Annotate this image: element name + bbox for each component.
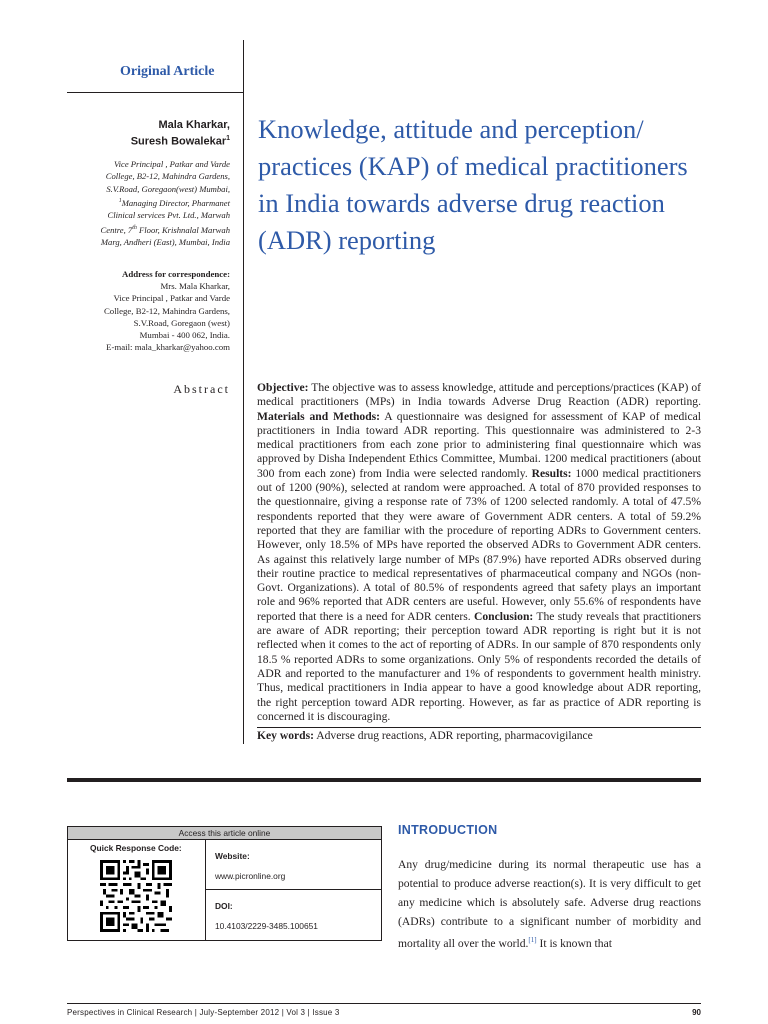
author-1: Mala Kharkar, (158, 119, 230, 131)
doi-value[interactable]: 10.4103/2229-3485.100651 (215, 921, 318, 931)
section-separator (67, 778, 701, 782)
access-online-box (67, 826, 382, 941)
conclusion-label: Conclusion: (473, 609, 534, 623)
keywords-rule (257, 727, 701, 728)
authors (100, 118, 230, 149)
affiliations: Vice Principal , Patkar and Varde College, B2-12, Mahindra Gardens, S.V.Road, Goregaon(west) Mumbai, $^1$Managing Director, Pharmanet Clinical services Pvt. Ltd., Marwah Centre, 7th Floor, Krishnalal Marwah Marg, Andheri (East), Mumbai, India (100, 159, 230, 248)
section-label: Original Article (120, 64, 215, 79)
doi-label: DOI: (215, 901, 233, 911)
header-rule (67, 92, 243, 93)
correspondence-address: Address for correspondence: Mrs. Mala Kharkar, Vice Principal , Patkar and Varde College, B2-12, Mahindra Gardens, S.V.Road, Goregaon (west) Mumbai - 400 062, India. E-mail: mala_kharkar@yahoo.com (60, 268, 230, 353)
correspondence-label: Address for correspondence: (122, 269, 230, 279)
column-divider (243, 40, 244, 744)
website-label: Website: (215, 851, 250, 861)
page-number: 90 (692, 1008, 701, 1017)
abstract-body: Objective: The objective was to assess knowledge, attitude and perceptions/practices (KAP) of medical practitioners (MPs) in India towards Adverse Drug Reaction (ADR) reporting. Materials and Methods: A questionnaire was designed for assessment of KAP of medical practitioners in India toward ADR reporting. This questionnaire was administered to 2-3 medical practitioners from each zone prior to administering final questionnaire which was approved by Disha Independent Ethics Committee, Mumbai. 1200 medical practitioners (about 300 from each zone) from India were selected randomly. Results: 1000 medical practitioners out of 1200 (90%), selected at random were approached. A total of 870 provided responses to the questionnaire, giving a response rate of 73% of 1200 selected randomly. A total of 47.5% respondents reported that they were aware of Government ADR centers. A total of 59.2% reported that they are familiar with the procedure of reporting ADRs to Government centers. However, only 18.5% of MPs have reported the observed ADRs to Government ADR centers. As against this relatively large number of MPs (87.9%) have reported ADRs observed during their routine practice to medical representatives of pharmaceutical company and NGOs (non-Govt. Organizations). A total of 80.5% of respondents agreed that safety plays an important role and 96% reported that ADR centers are useful. However, only 55.6% of respondents have reported that there is a need for ADR centers. Conclusion: The study reveals that practitioners are aware of ADR reporting; their perception toward ADR reporting is right but it is not reflected when it comes to the act of reporting of ADRs. In our sample of 870 respondents only 18.5 % reported ADRs to some organizations. Only 5% of respondents recorded the details of ADR and reported to the manufacturer and 1% of respondents to government health ministry. Thus, medical practitioners in India appear to have a good knowledge about ADR reporting, the right perception toward ADR reporting. However, as far as practice of ADR reporting is concerned it is discouraging. (257, 381, 701, 723)
access-box-header: Access this article online (68, 827, 381, 840)
results-label: Results: (531, 466, 572, 480)
reference-link[interactable]: [1] (528, 936, 537, 944)
keywords: Key words: Adverse drug reactions, ADR reporting, pharmacovigilance (257, 729, 593, 742)
qr-code-icon[interactable] (100, 860, 172, 932)
objective-label: Objective: (257, 381, 309, 394)
introduction-body: Any drug/medicine during its normal therapeutic use has a potential to produce adverse reaction(s). It is very difficult to get any medicine which is absolutely safe. Adverse drug reactions (ADRs) contribute to a significant number of morbidity and mortality all over the world.[1] It is known that (398, 858, 701, 950)
abstract-label: Abstract (173, 382, 230, 396)
author-2: Suresh Bowalekar$^1$ (130, 135, 230, 148)
website-link[interactable]: www.picronline.org (215, 871, 286, 881)
access-box-divider (206, 889, 382, 890)
methods-label: Materials and Methods: (257, 409, 381, 423)
correspondence-email[interactable]: E-mail: mala_kharkar@yahoo.com (106, 342, 230, 353)
introduction-heading: INTRODUCTION (398, 823, 498, 837)
qr-label: Quick Response Code: (90, 843, 182, 853)
qr-column (68, 840, 206, 940)
article-title: Knowledge, attitude and perception/ practices (KAP) of medical practitioners in India towards adverse drug reaction (ADR) reporting (258, 114, 688, 255)
journal-footer: Perspectives in Clinical Research | July-September 2012 | Vol 3 | Issue 3 (67, 1008, 340, 1017)
footer-rule (67, 1003, 701, 1004)
